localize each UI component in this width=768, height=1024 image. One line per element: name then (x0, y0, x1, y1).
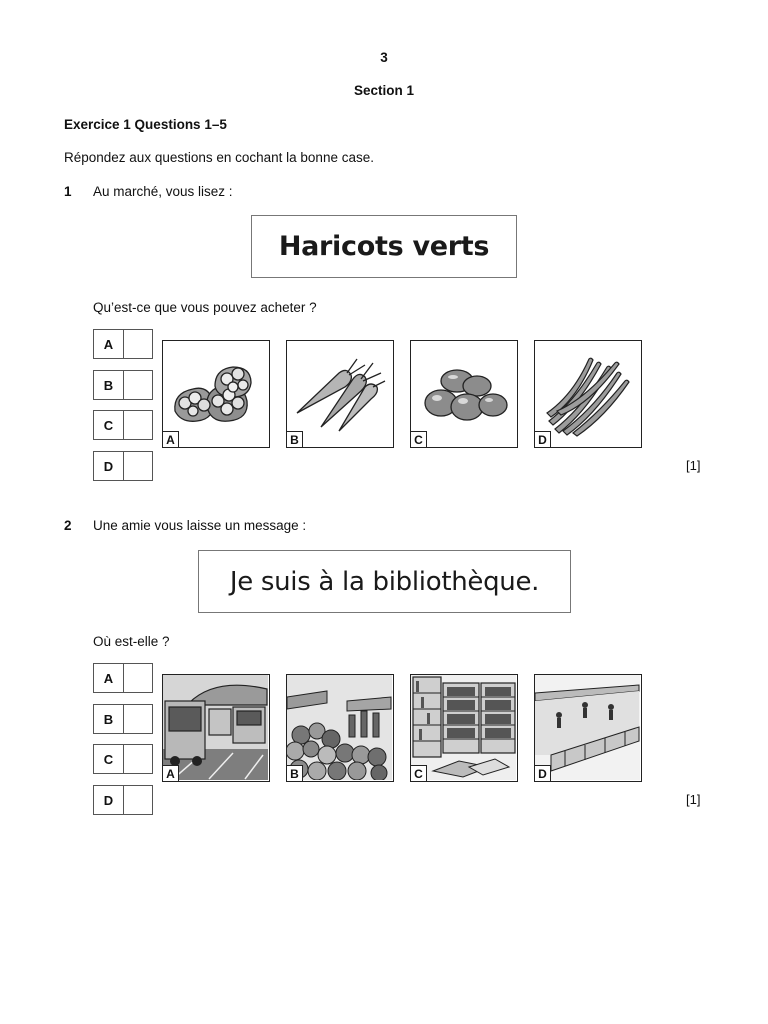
picture-label: B (286, 765, 303, 782)
section-title: Section 1 (353, 83, 415, 98)
question-1-number: 1 (64, 184, 72, 199)
picture-label: A (162, 431, 179, 448)
option-letter: A (94, 664, 124, 692)
question-1-question: Qu’est-ce que vous pouvez acheter ? (93, 300, 317, 315)
q1-checkbox-c[interactable] (124, 411, 152, 439)
q1-picture-a (162, 340, 270, 448)
picture-label: C (410, 431, 427, 448)
q2-option-c[interactable] (93, 744, 153, 774)
page-number: 3 (380, 50, 388, 65)
picture-label: D (534, 765, 551, 782)
q1-option-a[interactable] (93, 329, 153, 359)
q2-checkbox-a[interactable] (124, 664, 152, 692)
q2-picture-a (162, 674, 270, 782)
q2-checkbox-b[interactable] (124, 705, 152, 733)
option-letter: B (94, 705, 124, 733)
question-2-number: 2 (64, 518, 72, 533)
question-2-question: Où est-elle ? (93, 634, 170, 649)
q2-picture-c (410, 674, 518, 782)
option-letter: C (94, 411, 124, 439)
q1-picture-d (534, 340, 642, 448)
q2-picture-b (286, 674, 394, 782)
q2-option-a[interactable] (93, 663, 153, 693)
q1-checkbox-d[interactable] (124, 452, 152, 480)
exercise-title: Exercice 1 Questions 1–5 (64, 117, 227, 132)
q1-checkbox-b[interactable] (124, 371, 152, 399)
q2-checkbox-c[interactable] (124, 745, 152, 773)
q1-picture-b (286, 340, 394, 448)
q2-option-b[interactable] (93, 704, 153, 734)
q1-picture-c (410, 340, 518, 448)
question-2-prompt: Une amie vous laisse un message : (93, 518, 307, 533)
option-letter: B (94, 371, 124, 399)
picture-label: A (162, 765, 179, 782)
option-letter: A (94, 330, 124, 358)
question-1-sign: Haricots verts (251, 215, 517, 278)
q2-picture-d (534, 674, 642, 782)
question-2-sign: Je suis à la bibliothèque. (198, 550, 571, 613)
picture-label: D (534, 431, 551, 448)
option-letter: C (94, 745, 124, 773)
q2-checkbox-d[interactable] (124, 786, 152, 814)
picture-label: C (410, 765, 427, 782)
q1-option-d[interactable] (93, 451, 153, 481)
option-letter: D (94, 786, 124, 814)
option-letter: D (94, 452, 124, 480)
instruction-text: Répondez aux questions en cochant la bonne case. (64, 150, 374, 165)
picture-label: B (286, 431, 303, 448)
q1-option-c[interactable] (93, 410, 153, 440)
q1-option-b[interactable] (93, 370, 153, 400)
question-2-marks: [1] (686, 792, 701, 807)
q2-option-d[interactable] (93, 785, 153, 815)
question-1-prompt: Au marché, vous lisez : (93, 184, 233, 199)
question-1-marks: [1] (686, 458, 701, 473)
q1-checkbox-a[interactable] (124, 330, 152, 358)
